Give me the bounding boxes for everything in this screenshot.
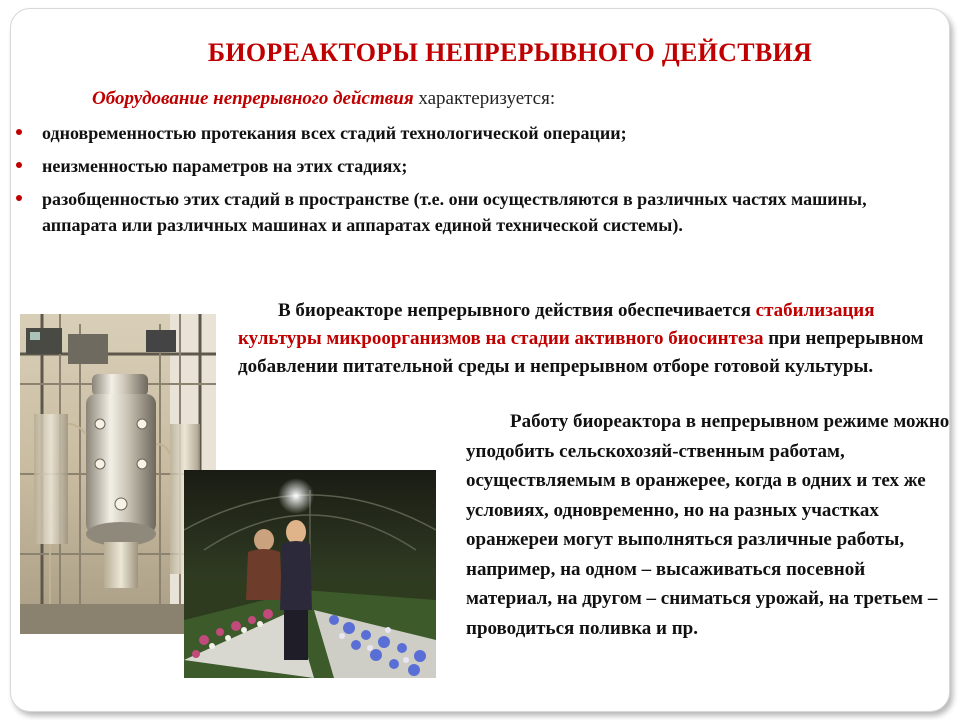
bullet-item [16, 153, 896, 179]
paragraph-continuous-bioreactor [238, 297, 938, 381]
intro-emphasis: Оборудование непрерывного действия [92, 88, 414, 109]
bullet-list [16, 120, 896, 245]
bullet-dot-icon [16, 162, 22, 168]
paragraph2-highlight: стабилизация культуры микроорганизмов на стадии активного биосинтеза [238, 300, 875, 349]
paragraph2-part2: при непрерывном добавлении питательной среды и непрерывном отборе готовой культуры. [238, 328, 924, 377]
intro-line [92, 88, 555, 110]
bullet-dot-icon [16, 129, 22, 135]
bullet-item [16, 186, 882, 238]
paragraph2-part1: В биореакторе непрерывного действия обеспечивается [278, 300, 756, 321]
intro-rest: характеризуется: [413, 88, 556, 109]
bullet-text: разобщенностью этих стадий в пространстве (т.е. они осуществляются в различных частях машины, аппарата или различных машинах и аппаратах единой технической системы). [42, 189, 867, 235]
bullet-dot-icon [16, 195, 22, 201]
paragraph3-text: Работу биореактора в непрерывном режиме можно уподобить сельскохозяй-ственным работам, осуществляемым в оранжерее, когда в одних и тех же условиях, одновременно, но на разных участках оранжереи могут выполняться различные работы, например, на одном – высаживаться посевной материал, на другом – сниматься урожай, на третьем – проводиться поливка и пр. [466, 411, 950, 639]
bullet-text: одновременностью протекания всех стадий технологической операции; [42, 123, 627, 143]
greenhouse-photo [184, 470, 436, 678]
bullet-text: неизменностью параметров на этих стадиях; [42, 156, 408, 176]
bullet-item [16, 120, 896, 146]
paragraph-greenhouse-analogy [466, 407, 956, 643]
slide-title: БИОРЕАКТОРЫ НЕПРЕРЫВНОГО ДЕЙСТВИЯ [207, 38, 813, 67]
